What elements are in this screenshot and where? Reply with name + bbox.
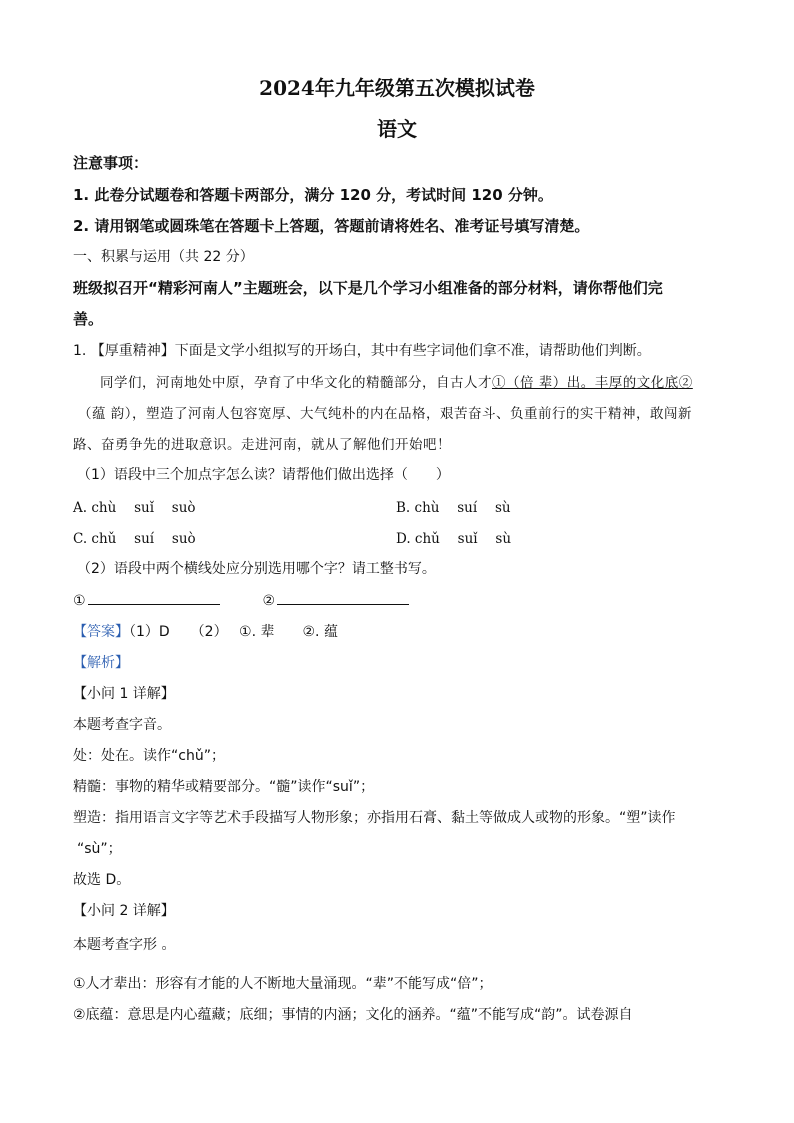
option-b: B. chù suí sù bbox=[396, 500, 511, 516]
passage-blank-2-marker: ② bbox=[678, 375, 693, 391]
question-1-stem: 1. 【厚重精神】下面是文学小组拟写的开场白，其中有些字词他们拿不准，请帮助他们判断。 bbox=[73, 343, 651, 359]
question-1-sub-2: （2）语段中两个横线处应分别选用哪个字？请工整书写。 bbox=[77, 561, 436, 577]
blank-2-label: ② bbox=[262, 593, 276, 609]
notes-heading: 注意事项： bbox=[73, 154, 149, 172]
analysis-sub-2-line-3: ②底蕴：意思是内心蕴藏；底细；事情的内涵；文化的涵养。“蕴”不能写成“韵”。试卷源自 bbox=[73, 1007, 633, 1023]
analysis-sub-1-line-1: 本题考查字音。 bbox=[73, 717, 171, 733]
notes-item-1: 1. 此卷分试题卷和答题卡两部分，满分 120 分，考试时间 120 分钟。 bbox=[73, 186, 553, 204]
option-c: C. chǔ suí suò bbox=[73, 531, 196, 547]
analysis-sub-1-line-4: 塑造：指用语言文字等艺术手段描写人物形象；亦指用石膏、黏土等做成人或物的形象。“塑”读作 bbox=[73, 810, 676, 826]
option-a: A. chù suǐ suò bbox=[73, 500, 196, 516]
subject-title: 语文 bbox=[377, 117, 417, 141]
passage-line-2: （蕴 韵），塑造了河南人包容宽厚、大气纯朴的内在品格，艰苦奋斗、负重前行的实干精神，敢闯新 bbox=[78, 406, 693, 422]
passage-blank-1: ①（倍 辈）出。丰厚的文化底 bbox=[492, 375, 679, 391]
question-1-sub-1: （1）语段中三个加点字怎么读？请帮他们做出选择（ ） bbox=[77, 467, 450, 483]
analysis-sub-1-line-2: 处：处在。读作“chǔ”； bbox=[73, 748, 225, 764]
analysis-sub-1-line-6: 故选 D。 bbox=[73, 872, 131, 888]
analysis-sub-2-heading: 【小问 2 详解】 bbox=[73, 903, 175, 919]
exam-title: 2024年九年级第五次模拟试卷 bbox=[259, 76, 535, 100]
analysis-sub-2-line-1: 本题考查字形 。 bbox=[73, 937, 176, 953]
blank-1-label: ① bbox=[73, 593, 86, 609]
section-heading: 一、积累与运用（共 22 分） bbox=[73, 249, 254, 265]
analysis-label: 【解析】 bbox=[73, 655, 129, 671]
blank-2-line bbox=[277, 590, 409, 605]
notes-item-2: 2. 请用钢笔或圆珠笔在答题卡上答题，答题前请将姓名、准考证号填写清楚。 bbox=[73, 217, 590, 235]
answer-line bbox=[73, 621, 338, 641]
answer-blanks bbox=[73, 590, 409, 609]
passage-line-1-part-a: 同学们，河南地处中原，孕育了中华文化的精髓部分，自古人才 bbox=[100, 375, 492, 391]
section-intro-line-2: 善。 bbox=[73, 310, 104, 328]
analysis-sub-2-line-2: ①人才辈出：形容有才能的人不断地大量涌现。“辈”不能写成“倍”； bbox=[73, 976, 493, 992]
section-intro-line-1: 班级拟召开“精彩河南人”主题班会，以下是几个学习小组准备的部分材料，请你帮他们完 bbox=[73, 279, 663, 297]
passage-line-3: 路、奋勇争先的进取意识。走进河南，就从了解他们开始吧！ bbox=[73, 437, 451, 453]
analysis-sub-1-heading: 【小问 1 详解】 bbox=[73, 686, 175, 702]
analysis-sub-1-line-3: 精髓：事物的精华或精要部分。“髓”读作“suǐ”； bbox=[73, 779, 375, 795]
passage-line-1 bbox=[100, 371, 693, 391]
analysis-sub-1-line-5: “sù”； bbox=[77, 841, 122, 857]
blank-1-line bbox=[88, 590, 220, 605]
answer-label: 【答案】 bbox=[73, 624, 129, 640]
answer-text: （1）D （2） ①. 辈 ②. 蕴 bbox=[129, 624, 338, 640]
option-d: D. chǔ suǐ sù bbox=[396, 531, 512, 547]
